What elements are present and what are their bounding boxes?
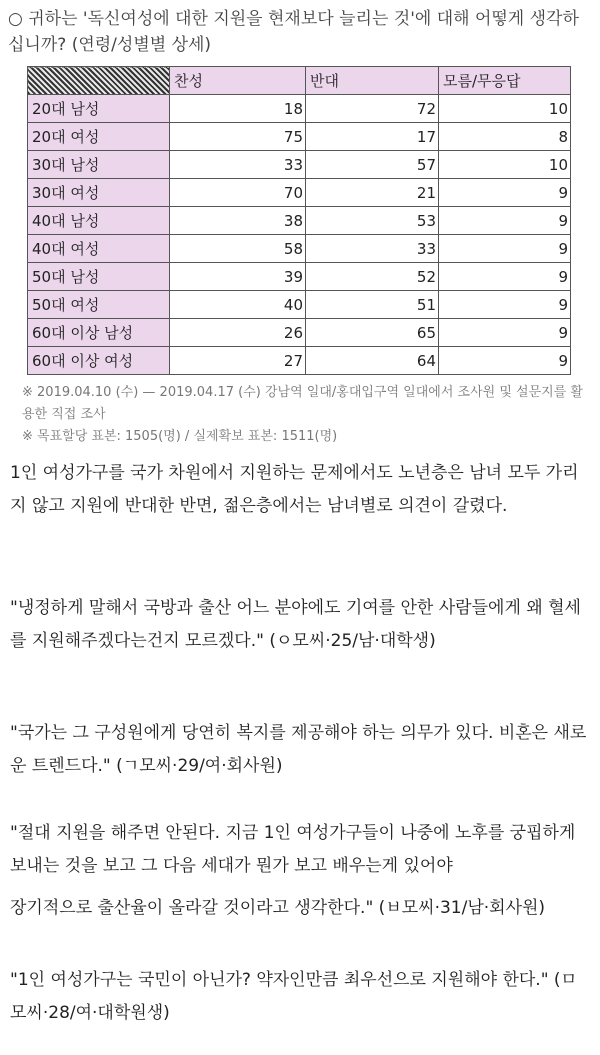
sample-size-note: ※ 목표할당 표본: 1505(명) / 실제확보 표본: 1511(명) (22, 429, 338, 444)
table-cell: 40 (170, 291, 306, 319)
row-label: 30대 여성 (28, 179, 170, 207)
table-cell: 33 (170, 151, 306, 179)
table-cell: 75 (170, 123, 306, 151)
table-cell: 70 (170, 179, 306, 207)
survey-notes (22, 382, 592, 448)
table-cell: 9 (439, 263, 571, 291)
column-header-oppose: 반대 (306, 67, 439, 95)
table-cell: 52 (306, 263, 439, 291)
table-cell: 9 (439, 319, 571, 347)
table-cell: 10 (439, 95, 571, 123)
row-label: 60대 이상 남성 (28, 319, 170, 347)
survey-question: ○ 귀하는 '독신여성에 대한 지원을 현재보다 늘리는 것'에 대해 어떻게 생각하십니까? (연령/성별별 상세) (8, 9, 579, 55)
survey-table (27, 66, 571, 375)
table-cell: 27 (170, 347, 306, 375)
column-header-agree: 찬성 (170, 67, 306, 95)
table-cell: 21 (306, 179, 439, 207)
row-label: 50대 남성 (28, 263, 170, 291)
table-cell: 10 (439, 151, 571, 179)
table-header-row (28, 67, 571, 95)
table-row (28, 95, 571, 123)
survey-period-note: ※ 2019.04.10 (수) — 2019.04.17 (수) 강남역 일대/홍대입구역 일대에서 조사원 및 설문지를 활용한 직접 조사 (22, 385, 583, 422)
table-row (28, 179, 571, 207)
row-label: 50대 여성 (28, 291, 170, 319)
quote-paragraph-3: "절대 지원을 해주면 안된다. 지금 1인 여성가구들이 나중에 노후를 궁핍하게 보내는 것을 보고 그 다음 세대가 뭔가 보고 배우는게 있어야 (10, 823, 576, 876)
row-label: 20대 남성 (28, 95, 170, 123)
row-label: 20대 여성 (28, 123, 170, 151)
table-cell: 26 (170, 319, 306, 347)
table-cell: 9 (439, 179, 571, 207)
table-cell: 72 (306, 95, 439, 123)
quote-paragraph-2: "국가는 그 구성원에게 당연히 복지를 제공해야 하는 의무가 있다. 비혼은 새로운 트렌드다." (ㄱ모씨·29/여·회사원) (10, 723, 587, 776)
table-cell: 9 (439, 207, 571, 235)
table-cell: 65 (306, 319, 439, 347)
table-row (28, 123, 571, 151)
quote-paragraph-1: "냉정하게 말해서 국방과 출산 어느 분야에도 기여를 안한 사람들에게 왜 혈세를 지원해주겠다는건지 모르겠다." (ㅇ모씨·25/남·대학생) (10, 598, 581, 651)
table-row (28, 235, 571, 263)
row-label: 40대 남성 (28, 207, 170, 235)
quote-paragraph-4: "1인 여성가구는 국민이 아닌가? 약자인만큼 최우선으로 지원해야 한다." (ㅁ모씨·28/여·대학원생) (10, 970, 577, 1023)
table-row (28, 151, 571, 179)
table-cell: 33 (306, 235, 439, 263)
table-cell: 9 (439, 347, 571, 375)
quote-paragraph-3-continued: 장기적으로 출산율이 올라갈 것이라고 생각한다." (ㅂ모씨·31/남·회사원) (10, 898, 546, 918)
table-cell: 58 (170, 235, 306, 263)
table-cell: 18 (170, 95, 306, 123)
table-row (28, 291, 571, 319)
table-cell: 53 (306, 207, 439, 235)
table-cell: 64 (306, 347, 439, 375)
table-cell: 57 (306, 151, 439, 179)
table-cell: 9 (439, 235, 571, 263)
table-cell: 8 (439, 123, 571, 151)
row-label: 40대 여성 (28, 235, 170, 263)
table-cell: 9 (439, 291, 571, 319)
row-label: 30대 남성 (28, 151, 170, 179)
column-header-unknown: 모름/무응답 (439, 67, 571, 95)
table-cell: 39 (170, 263, 306, 291)
table-row (28, 263, 571, 291)
table-cell: 38 (170, 207, 306, 235)
hatched-corner-cell (28, 67, 170, 95)
table-cell: 51 (306, 291, 439, 319)
intro-paragraph: 1인 여성가구를 국가 차원에서 지원하는 문제에서도 노년층은 남녀 모두 가리지 않고 지원에 반대한 반면, 젊은층에서는 남녀별로 의견이 갈렸다. (10, 463, 579, 516)
table-row (28, 207, 571, 235)
row-label: 60대 이상 여성 (28, 347, 170, 375)
table-row (28, 319, 571, 347)
table-cell: 17 (306, 123, 439, 151)
table-row (28, 347, 571, 375)
